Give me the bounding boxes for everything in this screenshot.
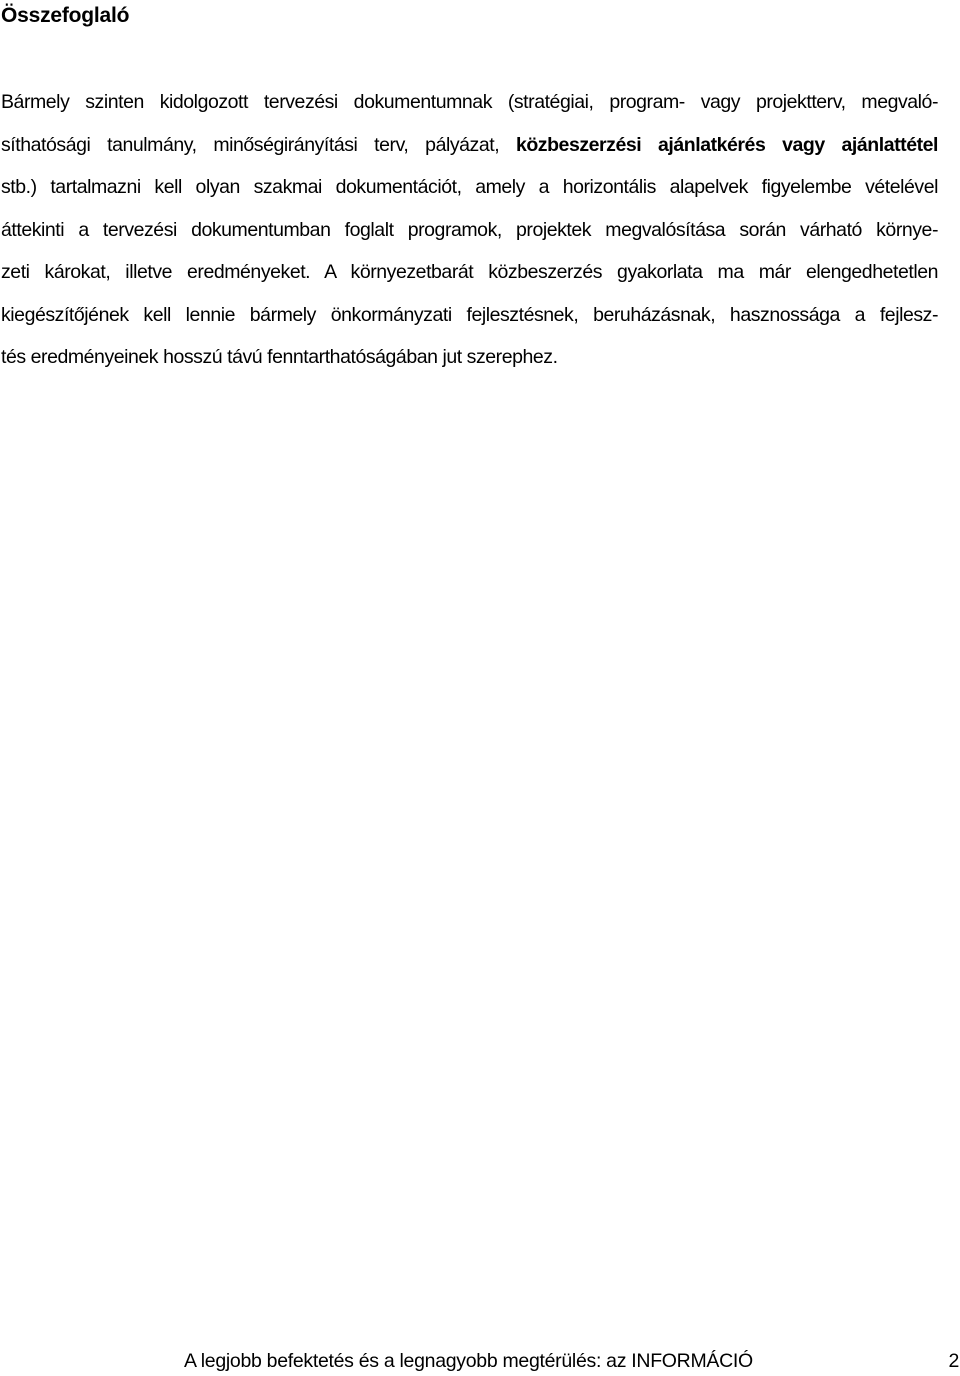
summary-paragraph [1, 81, 938, 379]
paragraph-line-2-text: síthatósági tanulmány, minőségirányítási terv, pályázat, [1, 133, 516, 156]
paragraph-line-3-text: stb.) tartalmazni kell olyan szakmai dokumentációt, amely a horizontális alapelvek figyelembe vételével [1, 176, 938, 198]
paragraph-line-4-text: áttekinti a tervezési dokumentumban foglalt programok, projektek megvalósítása során várható környe- [1, 218, 938, 241]
paragraph-line-2-bold-text: közbeszerzési ajánlatkérés vagy ajánlattétel [515, 133, 938, 156]
paragraph-line-1-text: Bármely szinten kidolgozott tervezési dokumentumnak (stratégiai, program- vagy projektterv, megvaló- [1, 91, 938, 113]
paragraph-line-1 [1, 81, 938, 124]
paragraph-line-6 [1, 294, 938, 337]
paragraph-line-2 [1, 124, 938, 167]
paragraph-line-5 [1, 251, 938, 294]
paragraph-line-4 [1, 209, 938, 252]
paragraph-line-5-text: zeti károkat, illetve eredményeket. A környezetbarát közbeszerzés gyakorlata ma már elengedhetetlen [1, 261, 938, 283]
page-footer [0, 1346, 960, 1376]
paragraph-line-7 [1, 336, 938, 379]
paragraph-line-7-text: tés eredményeinek hosszú távú fenntarthatóságában jut szerephez. [1, 346, 558, 368]
page-number: 2 [948, 1350, 959, 1372]
page-title: Összefoglaló [1, 4, 130, 27]
footer-title: A legjobb befektetés és a legnagyobb megtérülés: az INFORMÁCIÓ [184, 1350, 753, 1372]
paragraph-line-3 [1, 166, 938, 209]
paragraph-line-6-text: kiegészítőjének kell lennie bármely önkormányzati fejlesztésnek, beruházásnak, hasznossága a fejlesz- [1, 303, 938, 326]
